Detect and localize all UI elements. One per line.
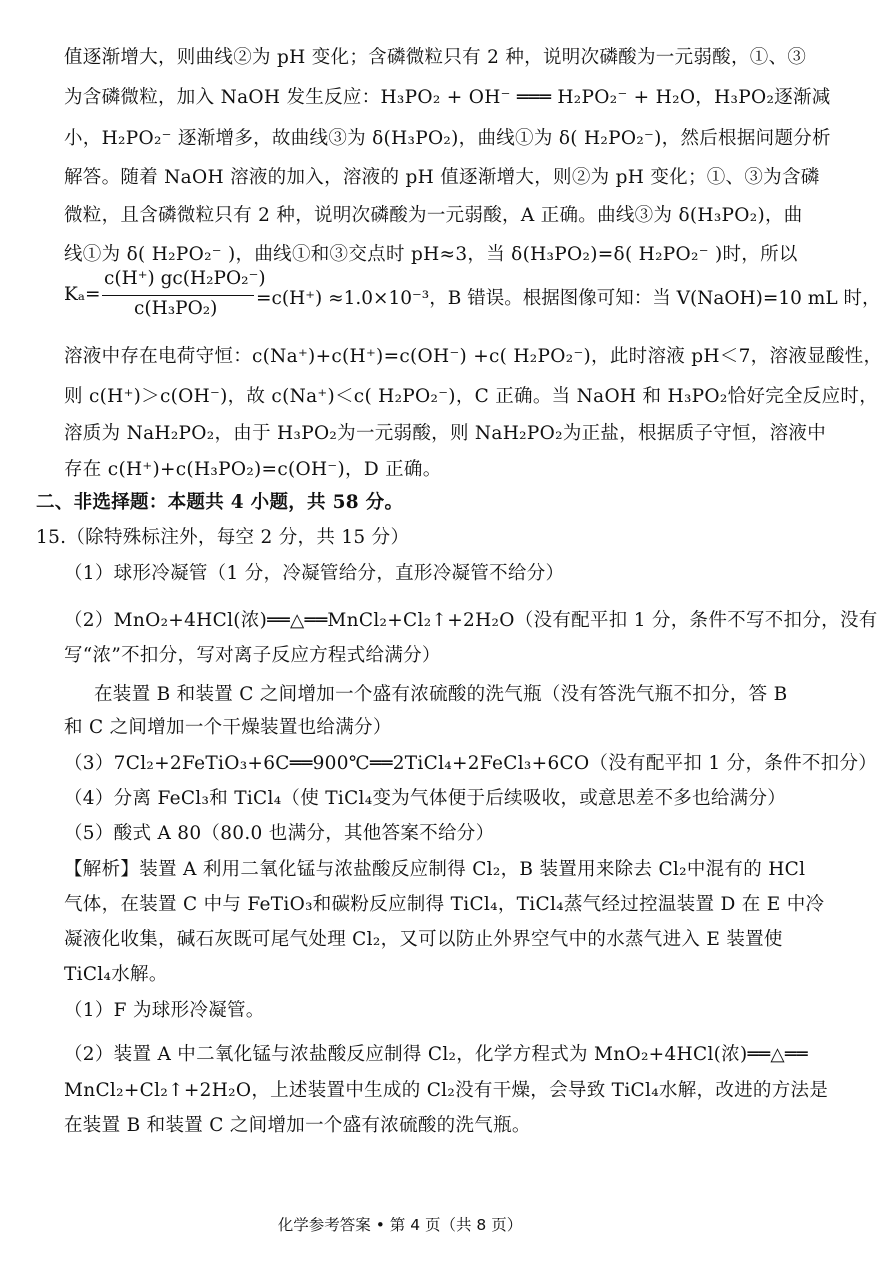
- analysis-line: 气体，在装置 C 中与 FeTiO₃和碳粉反应制得 TiCl₄，TiCl₄蒸气经过控温装置 D 在 E 中冷: [64, 894, 825, 915]
- text-line: 溶质为 NaH₂PO₂，由于 H₃PO₂为一元弱酸，则 NaH₂PO₂为正盐，根据质子守恒，溶液中: [64, 423, 827, 444]
- analysis-line: （2）装置 A 中二氧化锰与浓盐酸反应制得 Cl₂，化学方程式为 MnO₂+4HCl(浓)══△══: [64, 1044, 808, 1065]
- text-line: 值逐渐增大，则曲线②为 pH 变化；含磷微粒只有 2 种，说明次磷酸为一元弱酸，①、③: [64, 47, 807, 68]
- answer-line: 写“浓”不扣分，写对离子反应方程式给满分）: [64, 645, 441, 666]
- fraction-numerator: c(H⁺) gc(H₂PO₂⁻): [104, 268, 266, 289]
- analysis-line: 【解析】装置 A 利用二氧化锰与浓盐酸反应制得 Cl₂，B 装置用来除去 Cl₂中混有的 HCl: [64, 859, 806, 880]
- text-line: 解答。随着 NaOH 溶液的加入，溶液的 pH 值逐渐增大，则②为 pH 变化；①、③为含磷: [64, 167, 820, 188]
- answer-line: 在装置 B 和装置 C 之间增加一个盛有浓硫酸的洗气瓶（没有答洗气瓶不扣分，答 B: [94, 684, 788, 705]
- text-line: 微粒，且含磷微粒只有 2 种，说明次磷酸为一元弱酸，A 正确。曲线③为 δ(H₃PO₂)，曲: [64, 205, 803, 226]
- formula-continuation: =c(H⁺) ≈1.0×10⁻³，B 错误。根据图像可知：当 V(NaOH)=10 mL 时，: [256, 288, 881, 309]
- text-line: 溶液中存在电荷守恒：c(Na⁺)+c(H⁺)=c(OH⁻) +c( H₂PO₂⁻)，此时溶液 pH＜7，溶液显酸性，: [64, 346, 882, 367]
- ka-formula: [64, 268, 881, 328]
- text-line: 存在 c(H⁺)+c(H₃PO₂)=c(OH⁻)，D 正确。: [64, 459, 442, 480]
- answer-line: （1）球形冷凝管（1 分，冷凝管给分，直形冷凝管不给分）: [64, 563, 565, 584]
- text-line: 线①为 δ( H₂PO₂⁻ )，曲线①和③交点时 pH≈3，当 δ(H₃PO₂)=δ( H₂PO₂⁻ )时，所以: [64, 244, 798, 265]
- analysis-line: TiCl₄水解。: [64, 964, 168, 985]
- text-line: 为含磷微粒，加入 NaOH 发生反应：H₃PO₂ + OH⁻ ═══ H₂PO₂⁻ + H₂O，H₃PO₂逐渐减: [64, 87, 831, 108]
- answer-line: （3）7Cl₂+2FeTiO₃+6C══900℃══2TiCl₄+2FeCl₃+6CO（没有配平扣 1 分，条件不扣分）: [64, 753, 878, 774]
- analysis-line: （1）F 为球形冷凝管。: [64, 1000, 265, 1021]
- answer-line: （4）分离 FeCl₃和 TiCl₄（使 TiCl₄变为气体便于后续吸收，或意思差不多也给满分）: [64, 788, 787, 809]
- question-heading: 15.（除特殊标注外，每空 2 分，共 15 分）: [36, 527, 410, 548]
- text-line: 则 c(H⁺)＞c(OH⁻)，故 c(Na⁺)＜c( H₂PO₂⁻)，C 正确。当 NaOH 和 H₃PO₂恰好完全反应时，: [64, 386, 878, 407]
- page-footer: 化学参考答案 • 第 4 页（共 8 页）: [277, 1216, 523, 1234]
- answer-line: （5）酸式 A 80（80.0 也满分，其他答案不给分）: [64, 823, 495, 844]
- answer-line: （2）MnO₂+4HCl(浓)══△══MnCl₂+Cl₂↑+2H₂O（没有配平扣 1 分，条件不写不扣分，没有: [64, 610, 878, 631]
- analysis-line: MnCl₂+Cl₂↑+2H₂O，上述装置中生成的 Cl₂没有干燥，会导致 TiCl₄水解，改进的方法是: [64, 1080, 829, 1101]
- section-heading: 二、非选择题：本题共 4 小题，共 58 分。: [36, 492, 404, 513]
- ka-symbol: Kₐ=: [64, 284, 101, 305]
- fraction-bar: [102, 295, 254, 296]
- text-line: 小，H₂PO₂⁻ 逐渐增多，故曲线③为 δ(H₃PO₂)，曲线①为 δ( H₂PO₂⁻)，然后根据问题分析: [64, 128, 831, 149]
- answer-line: 和 C 之间增加一个干燥装置也给满分）: [64, 717, 392, 738]
- analysis-line: 凝液化收集，碱石灰既可尾气处理 Cl₂，又可以防止外界空气中的水蒸气进入 E 装置使: [64, 929, 783, 950]
- analysis-line: 在装置 B 和装置 C 之间增加一个盛有浓硫酸的洗气瓶。: [64, 1115, 531, 1136]
- fraction-denominator: c(H₃PO₂): [134, 298, 218, 319]
